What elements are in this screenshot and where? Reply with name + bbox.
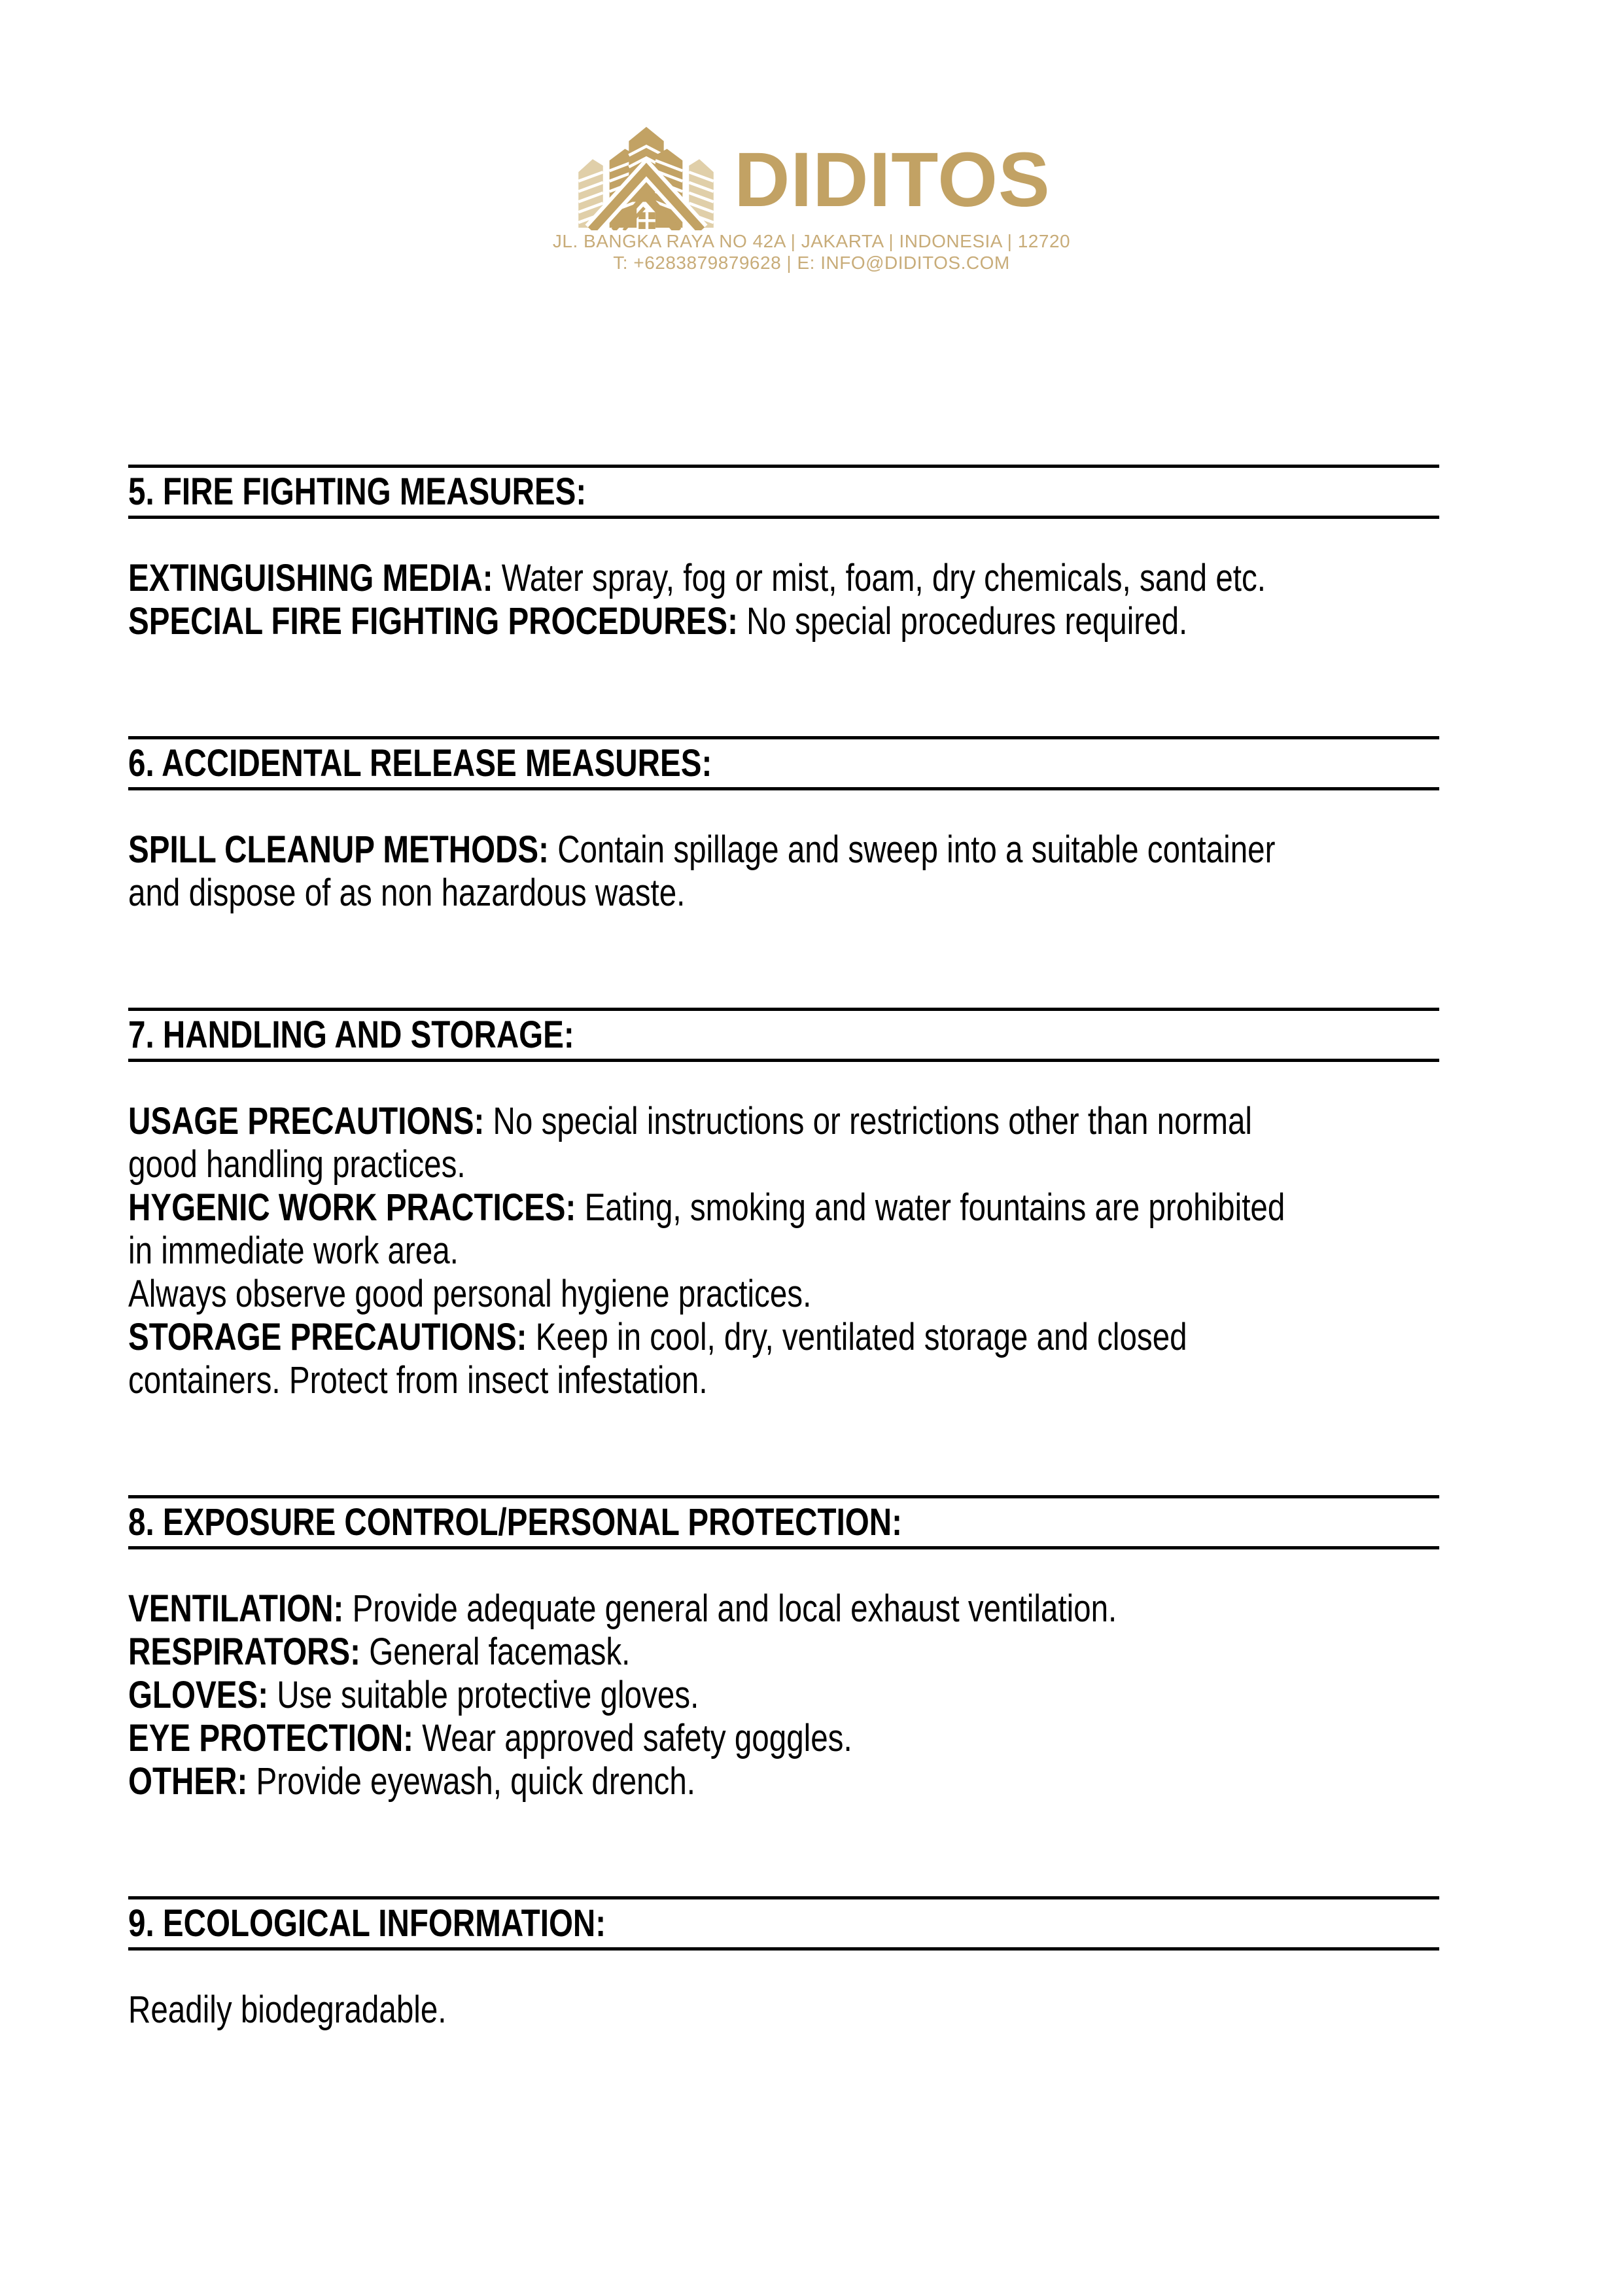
section-text-line [128, 872, 1439, 915]
field-value: Water spray, fog or mist, foam, dry chemicals, sand etc. [493, 557, 1266, 599]
brand-logo-row [0, 116, 1623, 230]
section-heading: 8. EXPOSURE CONTROL/PERSONAL PROTECTION: [128, 1495, 1439, 1549]
field-value: containers. Protect from insect infestation. [128, 1359, 708, 1402]
field-value: Readily biodegradable. [128, 1988, 447, 2031]
section-text-line [128, 828, 1439, 872]
section-text-line [128, 1273, 1439, 1316]
field-value: No special instructions or restrictions other than normal [484, 1100, 1252, 1142]
section-text-line [128, 1760, 1439, 1803]
field-value: Always observe good personal hygiene practices. [128, 1273, 812, 1315]
section-text-line [128, 1631, 1439, 1674]
section-body [128, 1587, 1439, 1803]
section-body [128, 1988, 1439, 2032]
section [128, 465, 1439, 643]
field-value: good handling practices. [128, 1143, 466, 1186]
sections-container [128, 465, 1439, 2032]
section [128, 736, 1439, 915]
section-text-line [128, 1100, 1439, 1143]
section-heading: 7. HANDLING AND STORAGE: [128, 1008, 1439, 1062]
field-value: No special procedures required. [737, 600, 1188, 643]
field-label: RESPIRATORS: [128, 1631, 360, 1673]
field-label: USAGE PRECAUTIONS: [128, 1100, 485, 1142]
section-text-line [128, 1143, 1439, 1186]
section-text-line [128, 1359, 1439, 1402]
field-label: SPECIAL FIRE FIGHTING PROCEDURES: [128, 600, 738, 643]
section [128, 1008, 1439, 1402]
field-label: VENTILATION: [128, 1587, 344, 1630]
section-heading: 5. FIRE FIGHTING MEASURES: [128, 465, 1439, 519]
field-label: EXTINGUISHING MEDIA: [128, 557, 493, 599]
section-text-line [128, 1717, 1439, 1760]
field-value: Keep in cool, dry, ventilated storage and closed [527, 1316, 1187, 1358]
field-label: EYE PROTECTION: [128, 1717, 414, 1759]
field-label: STORAGE PRECAUTIONS: [128, 1316, 527, 1358]
field-value: Use suitable protective gloves. [268, 1674, 699, 1716]
section-heading: 9. ECOLOGICAL INFORMATION: [128, 1896, 1439, 1951]
field-label: SPILL CLEANUP METHODS: [128, 828, 549, 871]
section-text-line [128, 1186, 1439, 1229]
field-label: OTHER: [128, 1760, 248, 1803]
field-value: Provide adequate general and local exhaust ventilation. [343, 1587, 1117, 1630]
section-body [128, 557, 1439, 643]
section-text-line [128, 1587, 1439, 1631]
field-label: GLOVES: [128, 1674, 269, 1716]
section-body [128, 828, 1439, 915]
brand-name: DIDITOS [734, 137, 1051, 223]
field-value: Contain spillage and sweep into a suitable container [548, 828, 1276, 871]
section-body [128, 1100, 1439, 1402]
section-heading: 6. ACCIDENTAL RELEASE MEASURES: [128, 736, 1439, 790]
buildings-skyline-logo-icon [572, 119, 720, 230]
brand-address-line1: JL. BANGKA RAYA NO 42A | JAKARTA | INDONESIA | 12720 [552, 231, 1071, 251]
section-text-line [128, 1316, 1439, 1359]
field-value: Eating, smoking and water fountains are prohibited [576, 1186, 1285, 1229]
field-value: Provide eyewash, quick drench. [247, 1760, 696, 1803]
field-label: HYGENIC WORK PRACTICES: [128, 1186, 576, 1229]
section [128, 1896, 1439, 2032]
brand-header [0, 0, 1623, 274]
field-value: General facemask. [360, 1631, 631, 1673]
section-text-line [128, 1674, 1439, 1717]
field-value: and dispose of as non hazardous waste. [128, 872, 686, 914]
field-value: Wear approved safety goggles. [413, 1717, 852, 1759]
brand-address-line2: T: +6283879879628 | E: INFO@DIDITOS.COM [613, 253, 1010, 273]
section [128, 1495, 1439, 1803]
section-text-line [128, 1229, 1439, 1273]
section-text-line [128, 1988, 1439, 2032]
section-text-line [128, 557, 1439, 600]
field-value: in immediate work area. [128, 1229, 459, 1272]
section-text-line [128, 600, 1439, 643]
